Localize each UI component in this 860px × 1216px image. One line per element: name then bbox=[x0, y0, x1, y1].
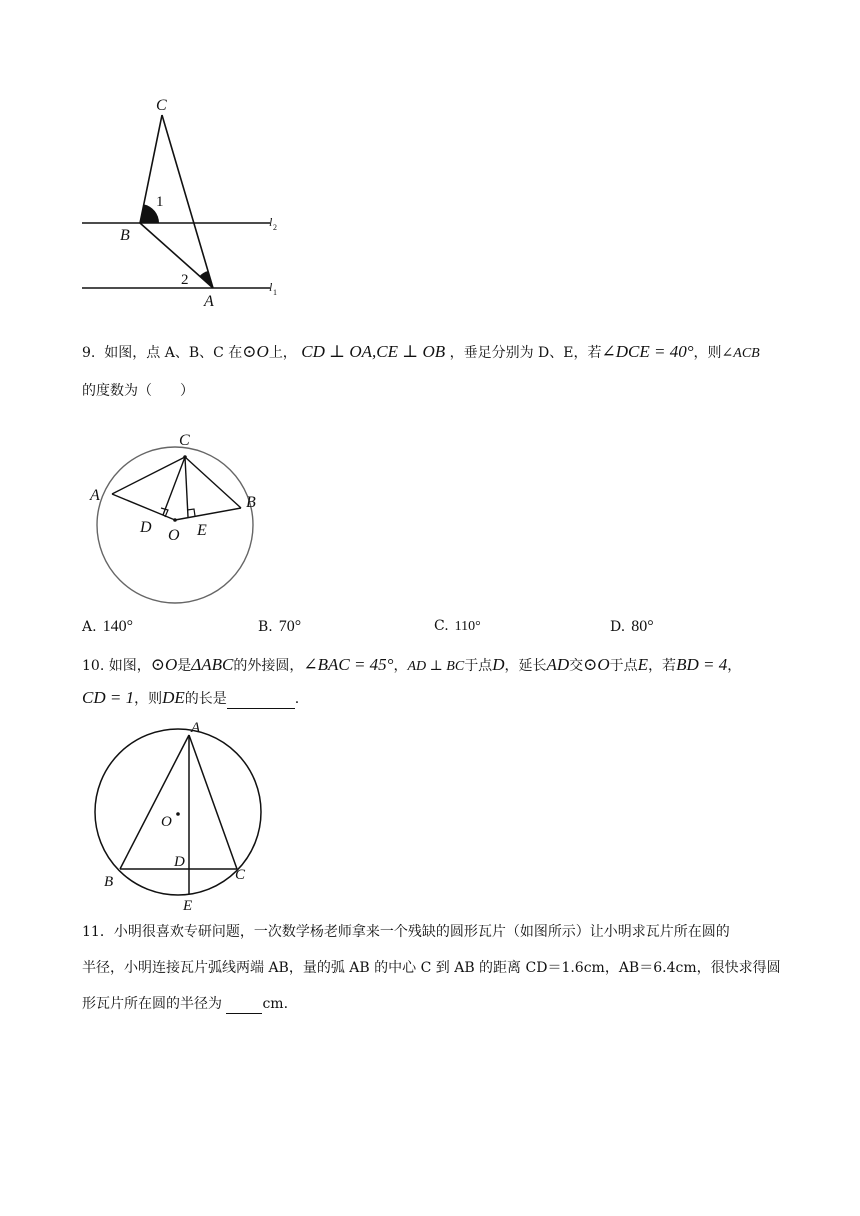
label-l2-sub: 2 bbox=[273, 223, 277, 232]
q9-number: 9. bbox=[82, 345, 96, 361]
label-D: D bbox=[174, 854, 185, 870]
label-l1-sub: 1 bbox=[273, 288, 277, 297]
label-B: B bbox=[246, 494, 256, 511]
segment-OB bbox=[175, 508, 241, 520]
figure-q9-circle bbox=[80, 428, 280, 618]
label-angle-2: 2 bbox=[181, 272, 189, 288]
q11-answer-blank[interactable] bbox=[226, 999, 262, 1014]
segment-BA bbox=[140, 223, 213, 288]
segment-AC bbox=[189, 735, 237, 869]
label-C: C bbox=[179, 432, 190, 449]
label-E: E bbox=[197, 522, 207, 539]
label-O: O bbox=[168, 527, 180, 544]
q10-answer-blank[interactable] bbox=[227, 694, 295, 709]
label-l2: l bbox=[269, 215, 273, 229]
segment-AB bbox=[120, 735, 189, 869]
q9-option-a[interactable]: A. 140° bbox=[82, 618, 133, 635]
q9-line1: 9. 如图，点 A、B、C 在⊙O上， CD ⊥ OA,CE ⊥ OB ，垂足分别为 D、E，若∠DCE = 40°，则∠ACB bbox=[82, 342, 760, 361]
label-C: C bbox=[156, 97, 167, 114]
q11-line1: 11．小明很喜欢专研问题，一次数学杨老师拿来一个残缺的圆形瓦片（如图所示）让小明求瓦片所在圆的 bbox=[82, 924, 730, 940]
q10-number: 10. bbox=[82, 658, 105, 674]
label-angle-1: 1 bbox=[156, 194, 164, 210]
q9-angle: ∠DCE = 40° bbox=[601, 342, 694, 361]
q9-option-d[interactable]: D. 80° bbox=[610, 618, 654, 635]
circle-O bbox=[97, 447, 253, 603]
q10-line1: 10. 如图，⊙O是ΔABC的外接圆，∠BAC = 45°，AD ⊥ BC于点D，延长AD交⊙O于点E，若BD = 4， bbox=[82, 655, 742, 674]
figure-q10-circle bbox=[80, 716, 280, 914]
label-O: O bbox=[161, 814, 172, 830]
q11-line2: 半径，小明连接瓦片弧线两端 AB，量的弧 AB 的中心 C 到 AB 的距离 CD＝1.6cm，AB＝6.4cm，很快求得圆 bbox=[82, 960, 781, 976]
label-B: B bbox=[120, 227, 130, 244]
segment-CA bbox=[162, 115, 213, 288]
label-B: B bbox=[104, 874, 114, 890]
q9-option-b[interactable]: B. 70° bbox=[258, 618, 302, 635]
q10-line2: CD = 1，则DE的长是 . bbox=[82, 688, 300, 707]
q9-condition: CD ⊥ OA,CE ⊥ OB bbox=[301, 342, 446, 361]
center-dot bbox=[176, 812, 180, 816]
label-D: D bbox=[140, 519, 152, 536]
segment-CE bbox=[185, 457, 188, 517]
label-l1: l bbox=[269, 280, 273, 294]
segment-CB bbox=[185, 457, 241, 508]
label-A: A bbox=[90, 487, 100, 504]
q9-option-c[interactable]: C. 110° bbox=[434, 618, 481, 634]
q9-line2: 的度数为（ ） bbox=[82, 383, 194, 399]
label-A: A bbox=[191, 720, 201, 736]
label-E: E bbox=[183, 898, 193, 914]
segment-AC bbox=[112, 457, 185, 494]
label-A: A bbox=[204, 293, 214, 310]
label-C: C bbox=[235, 867, 246, 883]
q11-line3: 形瓦片所在圆的半径为 cm. bbox=[82, 996, 289, 1012]
figure-parallel-lines bbox=[70, 90, 300, 320]
